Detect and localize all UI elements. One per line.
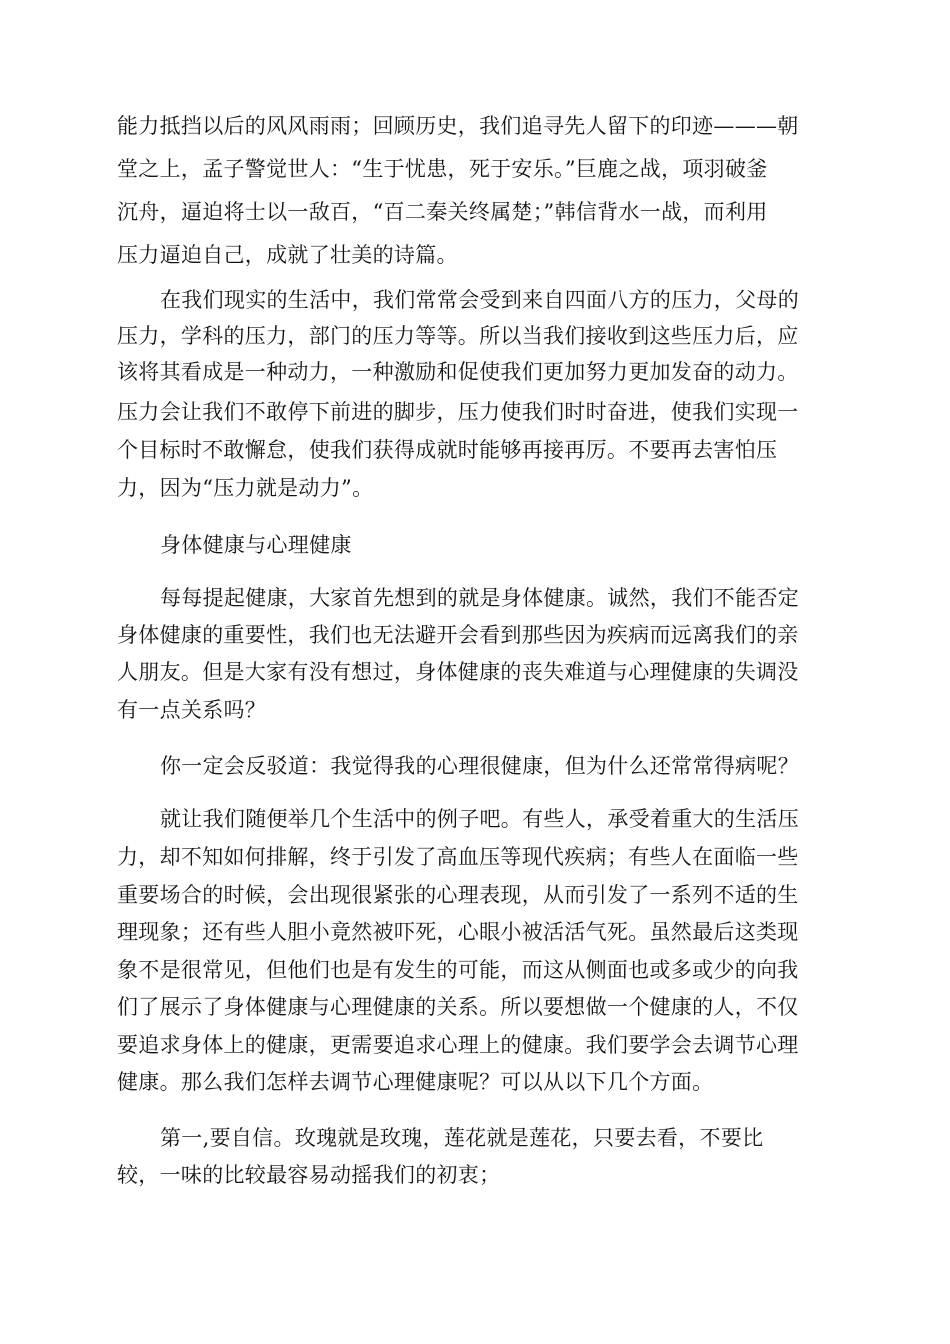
section-heading: 身体健康与心理健康 bbox=[160, 533, 352, 557]
paragraph-5-line-5: 象不是很常见，但他们也是有发生的可能，而这从侧面也或多或少的向我 bbox=[117, 958, 799, 982]
paragraph-4-line-1: 你一定会反驳道：我觉得我的心理很健康，但为什么还常常得病呢？ bbox=[160, 754, 799, 778]
paragraph-2-line-3: 该将其看成是一种动力，一种激励和促使我们更加努力更加发奋的动力。 bbox=[117, 360, 799, 384]
paragraph-5-line-2: 力，却不知如何排解，终于引发了高血压等现代疾病；有些人在面临一些 bbox=[117, 845, 799, 869]
paragraph-5-line-1: 就让我们随便举几个生活中的例子吧。有些人，承受着重大的生活压 bbox=[160, 807, 799, 831]
paragraph-2-line-2: 压力，学科的压力，部门的压力等等。所以当我们接收到这些压力后，应 bbox=[117, 324, 799, 348]
paragraph-5-line-4: 理现象；还有些人胆小竟然被吓死，心眼小被活活气死。虽然最后这类现 bbox=[117, 920, 799, 944]
paragraph-5-line-8: 健康。那么我们怎样去调节心理健康呢？可以从以下几个方面。 bbox=[117, 1070, 714, 1094]
paragraph-1-line-3: 沉舟，逼迫将士以一敌百，“百二秦关终属楚；”韩信背水一战，而利用 bbox=[117, 200, 768, 224]
paragraph-3-line-4: 有一点关系吗？ bbox=[117, 698, 267, 722]
paragraph-2-line-1: 在我们现实的生活中，我们常常会受到来自四面八方的压力，父母的 bbox=[160, 288, 799, 312]
paragraph-2-line-5: 个目标时不敢懈怠，使我们获得成就时能够再接再厉。不要再去害怕压 bbox=[117, 438, 778, 462]
paragraph-3-line-2: 身体健康的重要性，我们也无法避开会看到那些因为疾病而远离我们的亲 bbox=[117, 623, 799, 647]
paragraph-1-line-1: 能力抵挡以后的风风雨雨；回顾历史，我们追寻先人留下的印迹———朝 bbox=[117, 114, 799, 138]
paragraph-1-line-2: 堂之上，孟子警觉世人：“生于忧患，死于安乐。”巨鹿之战，项羽破釜 bbox=[117, 157, 768, 181]
paragraph-3-line-3: 人朋友。但是大家有没有想过，身体健康的丧失难道与心理健康的失调没 bbox=[117, 660, 799, 684]
paragraph-1-line-4: 压力逼迫自己，成就了壮美的诗篇。 bbox=[117, 243, 458, 267]
paragraph-5-line-7: 要追求身体上的健康，更需要追求心理上的健康。我们要学会去调节心理 bbox=[117, 1033, 799, 1057]
paragraph-2-line-6: 力，因为“压力就是动力”。 bbox=[117, 476, 374, 500]
paragraph-5-line-6: 们了展示了身体健康与心理健康的关系。所以要想做一个健康的人，不仅 bbox=[117, 995, 799, 1019]
paragraph-6-line-1: 第一,要自信。玫瑰就是玫瑰，莲花就是莲花，只要去看，不要比 bbox=[160, 1126, 764, 1150]
paragraph-6-line-2: 较，一味的比较最容易动摇我们的初衷； bbox=[117, 1163, 501, 1187]
paragraph-3-line-1: 每每提起健康，大家首先想到的就是身体健康。诚然，我们不能否定 bbox=[160, 586, 799, 610]
paragraph-5-line-3: 重要场合的时候，会出现很紧张的心理表现，从而引发了一系列不适的生 bbox=[117, 883, 799, 907]
paragraph-2-line-4: 压力会让我们不敢停下前进的脚步，压力使我们时时奋进，使我们实现一 bbox=[117, 400, 799, 424]
